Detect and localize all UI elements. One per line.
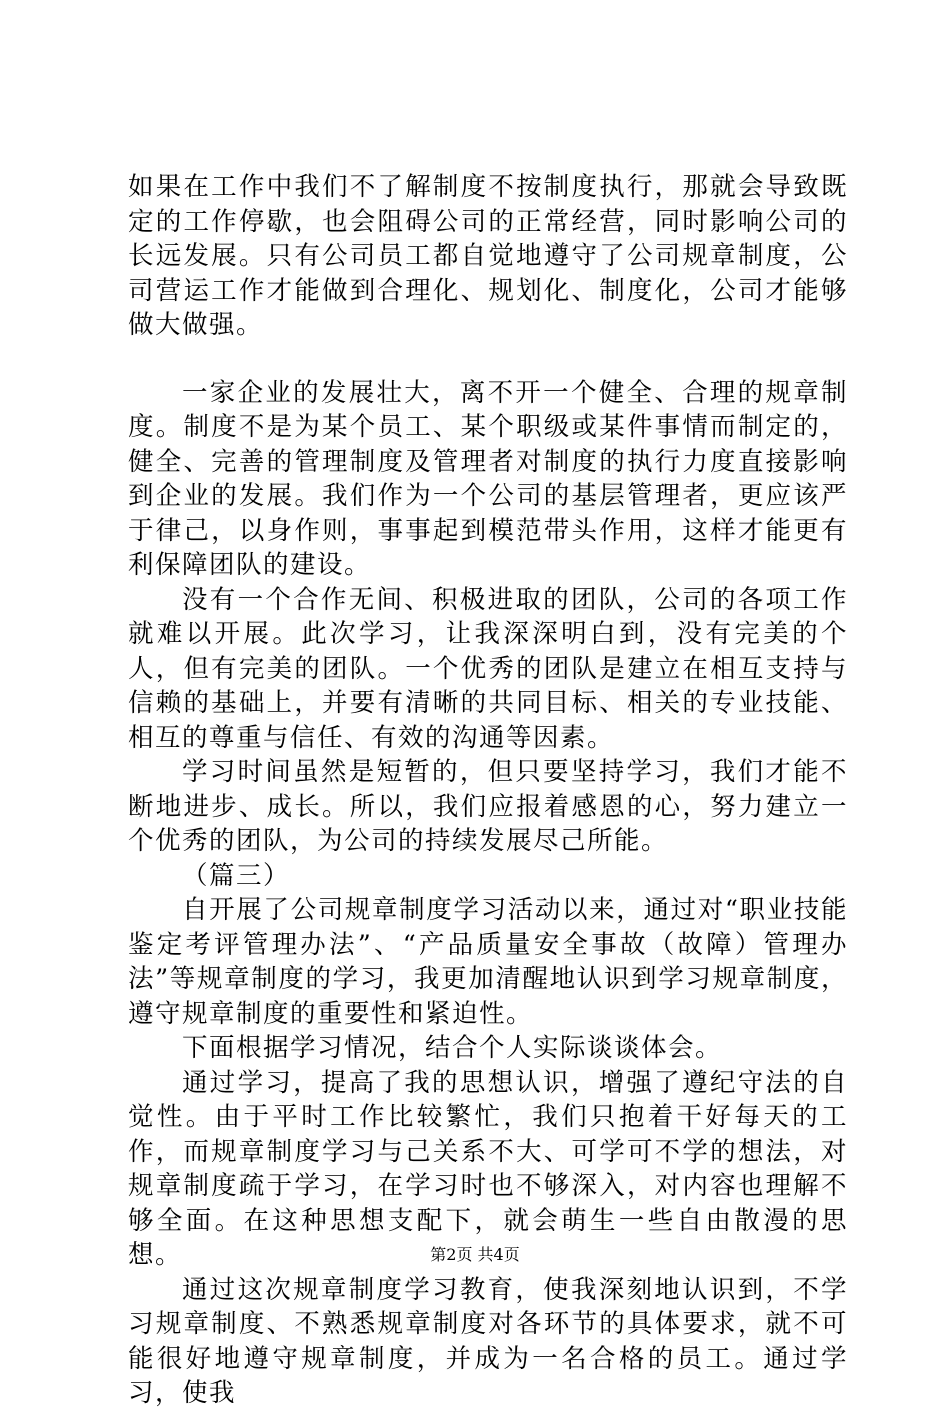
paragraph-2: 一家企业的发展壮大，离不开一个健全、合理的规章制度。制度不是为某个员工、某个职级或某件事情而制定的，健全、完善的管理制度及管理者对制度的执行力度直接影响到企业的发展。我们作为一个公司的基层管理者，更应该严于律己，以身作则，事事起到模范带头作用，这样才能更有利保障团队的建设。 — [128, 377, 848, 580]
page-number: 第2页 共4页 — [430, 1245, 520, 1264]
paragraph-gap — [128, 343, 848, 376]
paragraph-7: 通过学习，提高了我的思想认识，增强了遵纪守法的自觉性。由于平时工作比较繁忙，我们只抱着干好每天的工作，而规章制度学习与己关系不大、可学可不学的想法，对规章制度疏于学习，在学习时也不够深入，对内容也理解不够全面。在这种思想支配下，就会萌生一些自由散漫的思想。 — [128, 1067, 848, 1270]
paragraph-3: 没有一个合作无间、积极进取的团队，公司的各项工作就难以开展。此次学习，让我深深明白到，没有完美的个人，但有完美的团队。一个优秀的团队是建立在相互支持与信赖的基础上，并要有清晰的共同目标、相关的专业技能、相互的尊重与信任、有效的沟通等因素。 — [128, 584, 848, 753]
paragraph-8: 通过这次规章制度学习教育，使我深刻地认识到，不学习规章制度、不熟悉规章制度对各环节的具体要求，就不可能很好地遵守规章制度，并成为一名合格的员工。通过学习，使我 — [128, 1274, 848, 1408]
section-heading: （篇三） — [182, 860, 291, 891]
paragraph-1: 如果在工作中我们不了解制度不按制度执行，那就会导致既定的工作停歇，也会阻碍公司的正常经营，同时影响公司的长远发展。只有公司员工都自觉地遵守了公司规章制度，公司营运工作才能做到合理化、规划化、制度化，公司才能够做大做强。 — [128, 172, 848, 340]
document-body — [128, 170, 848, 1411]
paragraph-6: 下面根据学习情况，结合个人实际谈谈体会。 — [182, 1033, 723, 1063]
paragraph-4: 学习时间虽然是短暂的，但只要坚持学习，我们才能不断地进步、成长。所以，我们应报着感恩的心，努力建立一个优秀的团队，为公司的持续发展尽己所能。 — [128, 757, 848, 856]
paragraph-5: 自开展了公司规章制度学习活动以来，通过对“职业技能鉴定考评管理办法”、“产品质量安全事故（故障）管理办法”等规章制度的学习，我更加清醒地认识到学习规章制度，遵守规章制度的重要性和紧迫性。 — [128, 895, 848, 1029]
